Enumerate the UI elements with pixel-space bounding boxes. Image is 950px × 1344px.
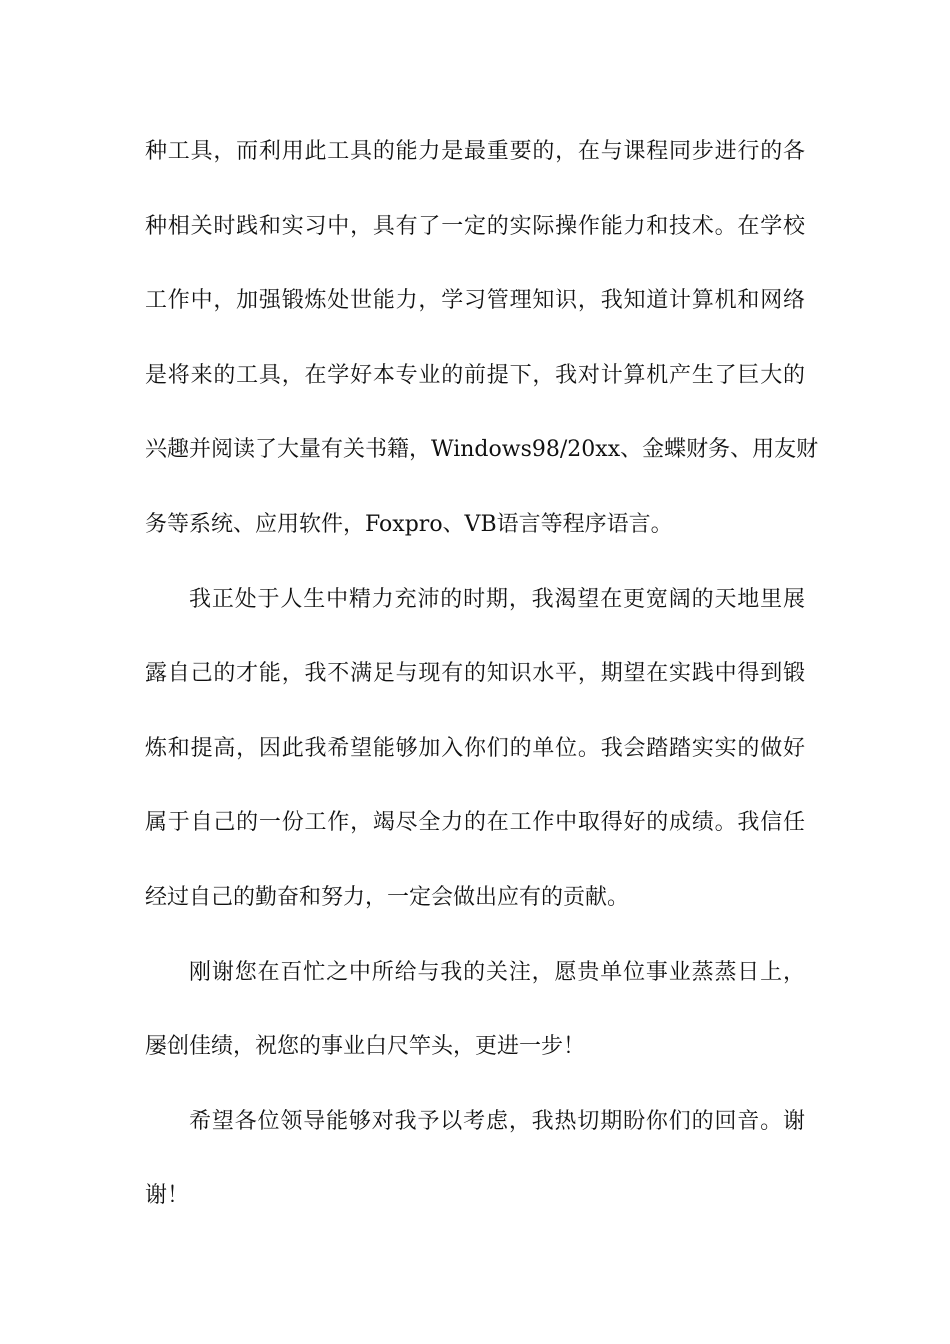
paragraph-start-line: 刚谢您在百忙之中所给与我的关注，愿贵单位事业蒸蒸日上， (189, 959, 805, 985)
text-line: 工作中，加强锻炼处世能力，学习管理知识，我知道计算机和网络 (145, 288, 805, 314)
text-line: 是将来的工具，在学好本专业的前提下，我对计算机产生了巨大的 (145, 362, 805, 388)
paragraph-start-line: 我正处于人生中精力充沛的时期，我渴望在更宽阔的天地里展 (189, 586, 805, 612)
text-line: 属于自己的一份工作，竭尽全力的在工作中取得好的成绩。我信任 (145, 810, 805, 836)
text-line: 谢！ (145, 1183, 190, 1209)
paragraph-start-line: 希望各位领导能够对我予以考虑，我热切期盼你们的回音。谢 (189, 1108, 805, 1134)
text-line: 露自己的才能，我不满足与现有的知识水平，期望在实践中得到锻 (145, 661, 805, 687)
text-line: 炼和提高，因此我希望能够加入你们的单位。我会踏踏实实的做好 (145, 735, 805, 761)
text-line: 种相关时践和实习中，具有了一定的实际操作能力和技术。在学校 (145, 213, 805, 239)
text-line: 屡创佳绩，祝您的事业白尺竿头，更进一步！ (145, 1034, 586, 1060)
text-line: 经过自己的勤奋和努力，一定会做出应有的贡献。 (145, 884, 630, 910)
text-line: 种工具，而利用此工具的能力是最重要的，在与课程同步进行的各 (145, 139, 805, 164)
text-line: 务等系统、应用软件，Foxpro、VB语言等程序语言。 (145, 511, 673, 537)
text-line: 兴趣并阅读了大量有关书籍，Windows98/20xx、金蝶财务、用友财 (145, 437, 819, 463)
body-text (145, 130, 819, 1249)
